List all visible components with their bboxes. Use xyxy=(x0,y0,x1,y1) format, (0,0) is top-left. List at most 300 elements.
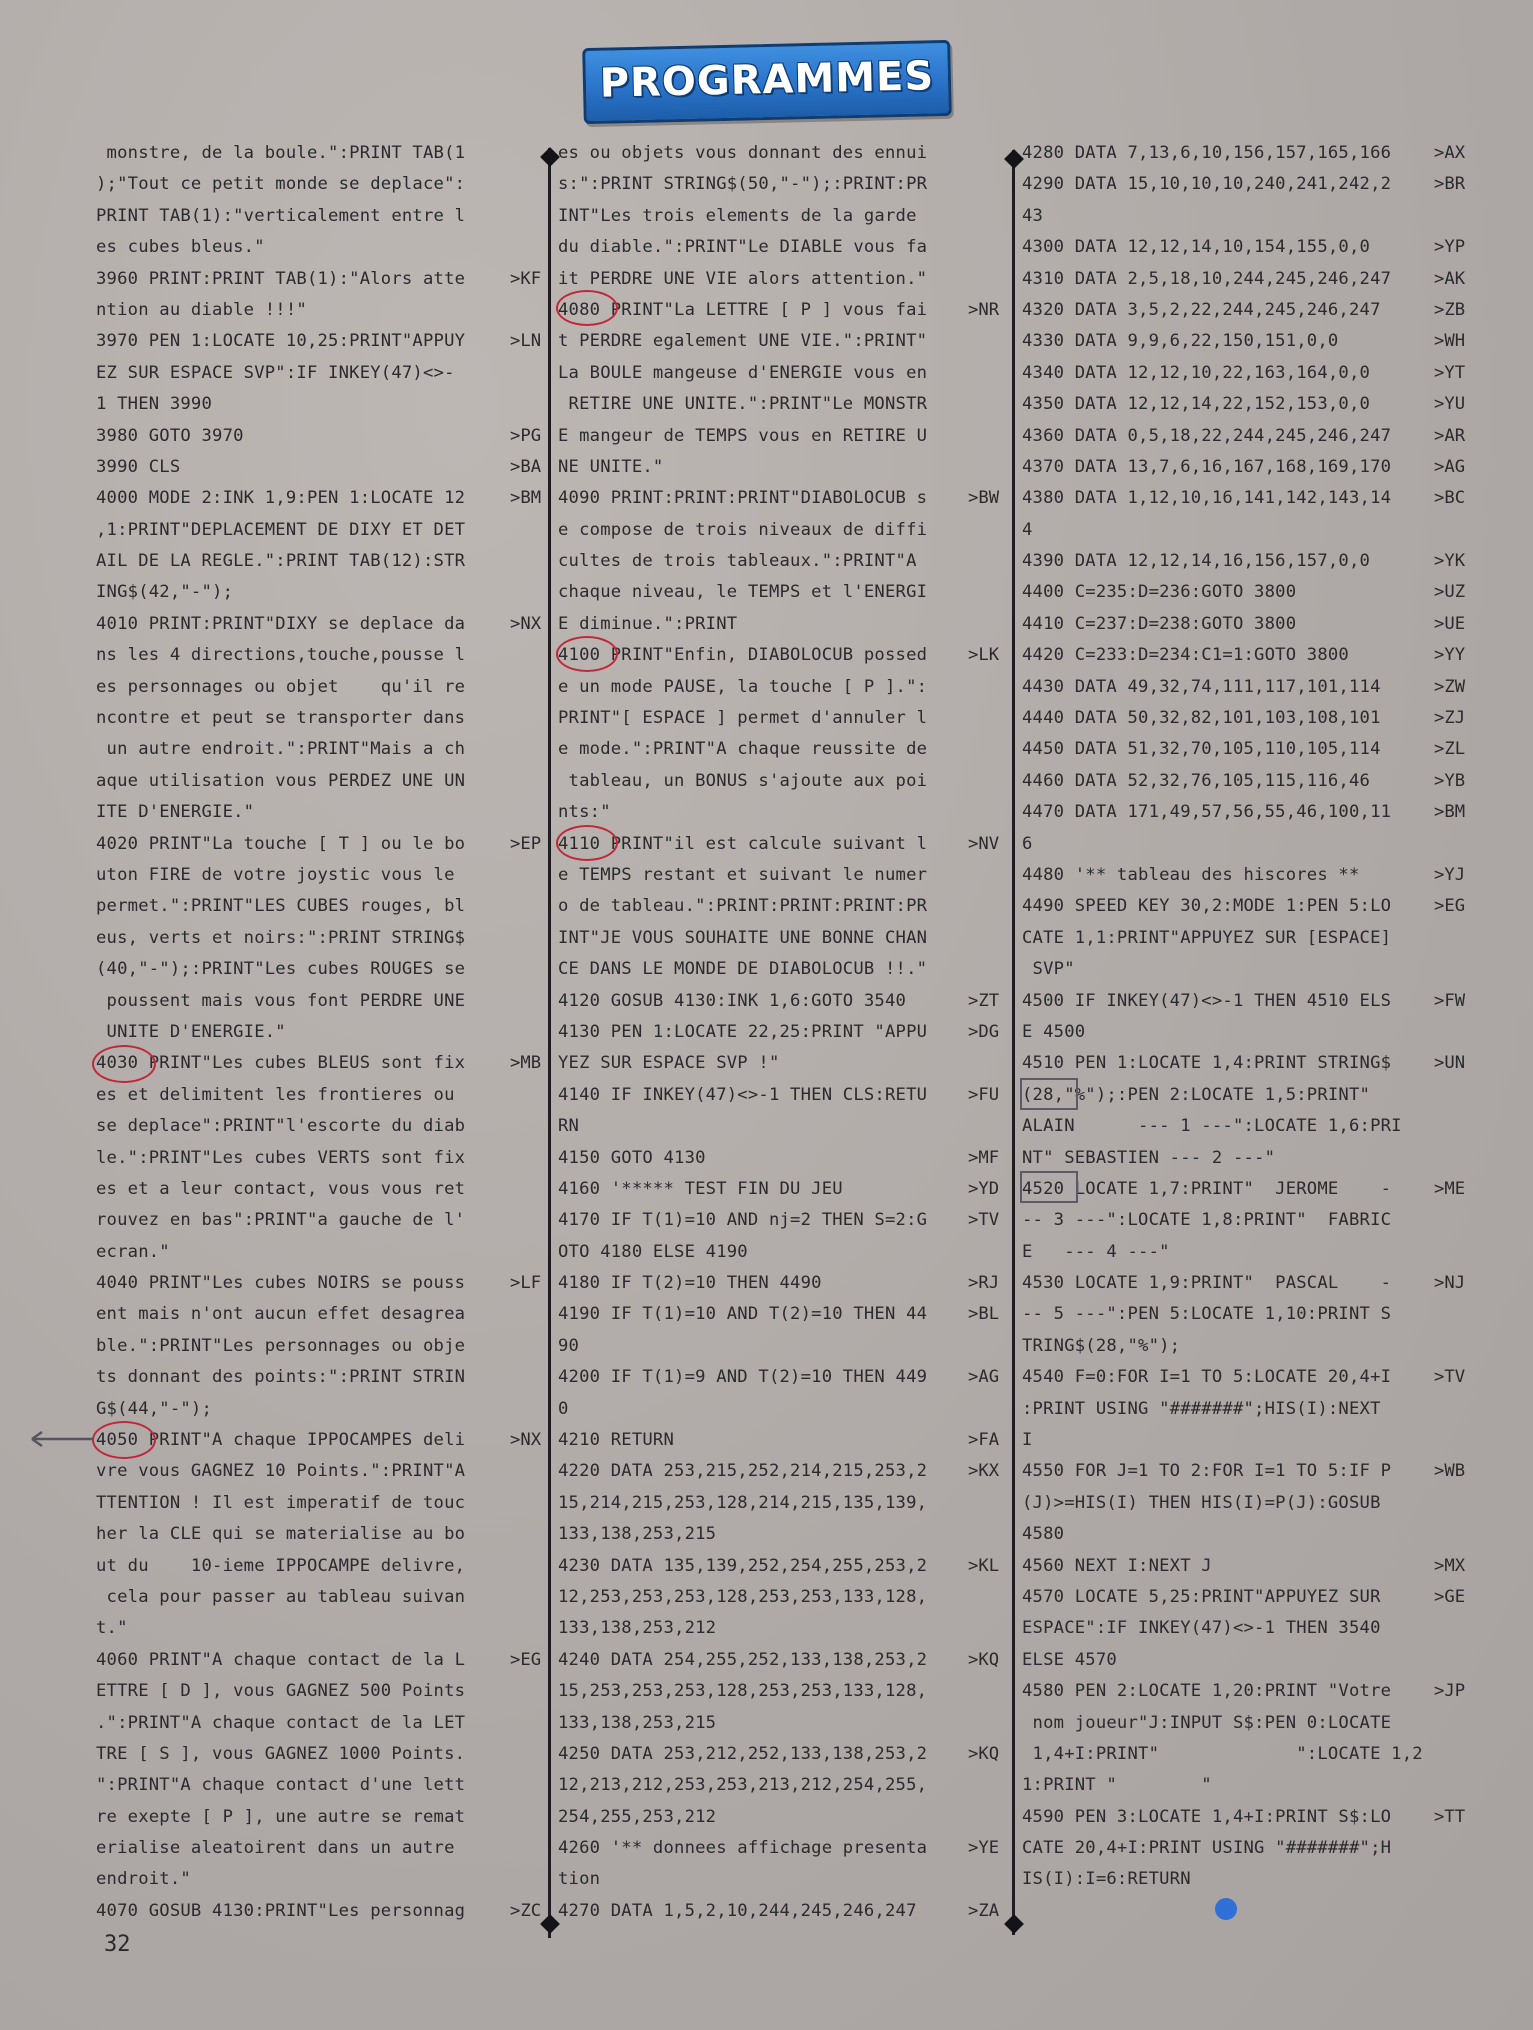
code-line xyxy=(558,1551,1000,1582)
code-line-text: 4100 PRINT"Enfin, DIABOLOCUB possed xyxy=(558,645,928,666)
line-checksum: >NJ xyxy=(1434,1273,1466,1294)
code-line-text: (40,"-");:PRINT"Les cubes ROUGES se xyxy=(96,959,466,980)
code-line xyxy=(1022,1582,1466,1613)
code-line xyxy=(558,515,966,546)
code-line xyxy=(96,1833,508,1864)
line-checksum: >MB xyxy=(510,1053,542,1074)
code-line-text: poussent mais vous font PERDRE UNE xyxy=(96,990,466,1011)
code-line-text: 4340 DATA 12,12,10,22,163,164,0,0 xyxy=(1022,362,1371,383)
code-line xyxy=(558,1833,1000,1864)
line-checksum: >KX xyxy=(968,1461,1000,1482)
code-line xyxy=(96,1362,508,1393)
pencil-circle-icon xyxy=(556,636,618,672)
code-line xyxy=(96,1519,508,1550)
code-line-text: TRE [ S ], vous GAGNEZ 1000 Points. xyxy=(96,1743,466,1764)
code-line-text: tion xyxy=(558,1869,601,1890)
code-line-text: ts donnant des points:":PRINT STRIN xyxy=(96,1367,466,1388)
code-line xyxy=(1022,797,1466,828)
code-line-text: nom joueur"J:INPUT S$:PEN 0:LOCATE xyxy=(1022,1712,1392,1733)
code-line xyxy=(1022,609,1466,640)
code-line-text: AIL DE LA REGLE.":PRINT TAB(12):STR xyxy=(96,551,466,572)
code-line-text: NT" SEBASTIEN --- 2 ---" xyxy=(1022,1147,1276,1168)
code-line-text: 4020 PRINT"La touche [ T ] ou le bo xyxy=(96,833,466,854)
line-checksum: >KQ xyxy=(968,1743,1000,1764)
code-line-text: 4380 DATA 1,12,10,16,141,142,143,14 xyxy=(1022,488,1392,509)
code-line xyxy=(1022,1080,1436,1111)
code-line-text: 4330 DATA 9,9,6,22,150,151,0,0 xyxy=(1022,331,1339,352)
line-checksum: >YY xyxy=(1434,645,1466,666)
line-checksum: >TV xyxy=(968,1210,1000,1231)
code-line xyxy=(1022,201,1436,232)
code-line-text: E mangeur de TEMPS vous en RETIRE U xyxy=(558,425,928,446)
line-checksum: >FW xyxy=(1434,990,1466,1011)
code-line-text: 4510 PEN 1:LOCATE 1,4:PRINT STRING$ xyxy=(1022,1053,1392,1074)
code-line-text: o de tableau.":PRINT:PRINT:PRINT:PR xyxy=(558,896,928,917)
listing-column-3 xyxy=(1022,138,1466,1896)
code-line-text: ntion au diable !!!" xyxy=(96,299,307,320)
line-checksum: >LK xyxy=(968,645,1000,666)
code-line xyxy=(1022,295,1466,326)
line-checksum: >WB xyxy=(1434,1461,1466,1482)
pencil-arrow-icon xyxy=(26,1430,96,1448)
code-line xyxy=(96,891,508,922)
code-line-text: 4240 DATA 254,255,252,133,138,253,2 xyxy=(558,1649,928,1670)
code-line xyxy=(96,358,508,389)
line-checksum: >YP xyxy=(1434,237,1466,258)
code-line-text: eus, verts et noirs:":PRINT STRING$ xyxy=(96,927,466,948)
code-line-text: 4280 DATA 7,13,6,10,156,157,165,166 xyxy=(1022,143,1392,163)
code-line-text: ING$(42,"-"); xyxy=(96,582,234,603)
code-line xyxy=(96,326,542,357)
code-line-text: 4260 '** donnees affichage presenta xyxy=(558,1838,928,1859)
code-line-text: ut du 10-ieme IPPOCAMPE delivre, xyxy=(96,1555,466,1576)
line-checksum: >MF xyxy=(968,1147,1000,1168)
code-line-text: ent mais n'ont aucun effet desagrea xyxy=(96,1304,466,1325)
code-line xyxy=(1022,1613,1436,1644)
code-line xyxy=(1022,1331,1436,1362)
code-line-text: 4270 DATA 1,5,2,10,244,245,246,247 xyxy=(558,1900,917,1921)
code-line xyxy=(558,1331,966,1362)
code-line-text: 4290 DATA 15,10,10,10,240,241,242,2 xyxy=(1022,174,1392,195)
line-checksum: >NR xyxy=(968,299,1000,320)
code-line-text: 4320 DATA 3,5,2,22,244,245,246,247 xyxy=(1022,299,1381,320)
code-line xyxy=(558,1425,1000,1456)
line-checksum: >BW xyxy=(968,488,1000,509)
code-line xyxy=(96,1551,508,1582)
code-line xyxy=(96,1708,508,1739)
code-line-text: 4120 GOSUB 4130:INK 1,6:GOTO 3540 xyxy=(558,990,907,1011)
code-line-text: 3990 CLS xyxy=(96,456,181,477)
code-line xyxy=(558,1394,966,1425)
code-line-text: 4540 F=0:FOR I=1 TO 5:LOCATE 20,4+I xyxy=(1022,1367,1392,1388)
code-line-text: it PERDRE UNE VIE alors attention." xyxy=(558,268,928,289)
code-line xyxy=(558,1048,966,1079)
code-line xyxy=(96,1394,508,1425)
line-checksum: >ZW xyxy=(1434,676,1466,697)
code-line-text: 4010 PRINT:PRINT"DIXY se deplace da xyxy=(96,613,466,634)
code-line xyxy=(96,609,542,640)
code-line xyxy=(1022,1048,1466,1079)
line-checksum: >BR xyxy=(1434,174,1466,195)
code-line xyxy=(558,201,966,232)
line-checksum: >AR xyxy=(1434,425,1466,446)
code-line-text: 133,138,253,212 xyxy=(558,1618,717,1639)
code-line xyxy=(96,797,508,828)
code-line-text: RETIRE UNE UNITE.":PRINT"Le MONSTR xyxy=(558,394,928,415)
line-checksum: >NV xyxy=(968,833,1000,854)
code-line-text: ETTRE [ D ], vous GAGNEZ 500 Points xyxy=(96,1681,466,1702)
code-line xyxy=(558,1708,966,1739)
code-line xyxy=(96,169,508,200)
code-line-text: CATE 1,1:PRINT"APPUYEZ SUR [ESPACE] xyxy=(1022,927,1392,948)
code-line xyxy=(96,923,508,954)
code-line-text: 90 xyxy=(558,1335,580,1356)
code-line xyxy=(1022,1111,1436,1142)
code-line xyxy=(1022,421,1466,452)
code-line-text: PRINT"[ ESPACE ] permet d'annuler l xyxy=(558,708,928,729)
code-line xyxy=(558,1770,966,1801)
line-checksum: >BM xyxy=(1434,802,1466,823)
code-line xyxy=(558,421,966,452)
pencil-circle-icon xyxy=(92,1045,156,1083)
code-line-text: 1,4+I:PRINT" ":LOCATE 1,2 xyxy=(1022,1743,1423,1764)
code-line xyxy=(558,1111,966,1142)
code-line xyxy=(558,1237,966,1268)
code-line-text: 3980 GOTO 3970 xyxy=(96,425,244,446)
code-line xyxy=(558,1582,966,1613)
code-line xyxy=(1022,169,1466,200)
code-line xyxy=(558,923,966,954)
code-line-text: 4040 PRINT"Les cubes NOIRS se pouss xyxy=(96,1273,466,1294)
code-line-text: 4480 '** tableau des hiscores ** xyxy=(1022,864,1360,885)
code-line-text: 4420 C=233:D=234:C1=1:GOTO 3800 xyxy=(1022,645,1349,666)
code-line xyxy=(1022,389,1466,420)
code-line xyxy=(1022,515,1436,546)
code-line xyxy=(96,766,508,797)
code-line xyxy=(1022,577,1466,608)
code-line-text: endroit." xyxy=(96,1869,191,1890)
code-line xyxy=(1022,1676,1466,1707)
code-line xyxy=(1022,326,1466,357)
line-checksum: >LF xyxy=(510,1273,542,1294)
code-line-text: cultes de trois tableaux.":PRINT"A xyxy=(558,551,917,572)
code-line-text: 1 THEN 3990 xyxy=(96,394,213,415)
code-line-text: es et a leur contact, vous vous ret xyxy=(96,1178,466,1199)
code-line-text: rouvez en bas":PRINT"a gauche de l' xyxy=(96,1210,466,1231)
line-checksum: >EP xyxy=(510,833,542,854)
code-line-text: 4550 FOR J=1 TO 2:FOR I=1 TO 5:IF P xyxy=(1022,1461,1392,1482)
code-line xyxy=(1022,954,1436,985)
code-line xyxy=(558,1143,1000,1174)
code-line xyxy=(96,1331,508,1362)
code-line xyxy=(558,954,966,985)
code-line-text: es ou objets vous donnant des ennui xyxy=(558,143,928,163)
code-line xyxy=(1022,1864,1436,1895)
code-line-text: ALAIN --- 1 ---":LOCATE 1,6:PRI xyxy=(1022,1116,1402,1137)
code-line xyxy=(558,452,966,483)
code-line xyxy=(558,891,966,922)
code-line xyxy=(558,734,966,765)
code-line xyxy=(558,1456,1000,1487)
code-line xyxy=(96,483,542,514)
code-line-text: G$(44,"-"); xyxy=(96,1398,213,1419)
code-line-text: ELSE 4570 xyxy=(1022,1649,1117,1670)
code-line-text: tableau, un BONUS s'ajoute aux poi xyxy=(558,770,928,791)
code-line-text: vre vous GAGNEZ 10 Points.":PRINT"A xyxy=(96,1461,466,1482)
line-checksum: >AK xyxy=(1434,268,1466,289)
code-line xyxy=(96,1770,508,1801)
line-checksum: >AX xyxy=(1434,143,1466,163)
code-line xyxy=(558,389,966,420)
code-line-text: 4230 DATA 135,139,252,254,255,253,2 xyxy=(558,1555,928,1576)
code-line-text: ITE D'ENERGIE." xyxy=(96,802,255,823)
line-checksum: >KQ xyxy=(968,1649,1000,1670)
divider-diamond-icon xyxy=(1004,149,1024,169)
code-line-text: 4220 DATA 253,215,252,214,215,253,2 xyxy=(558,1461,928,1482)
code-line-text: ":PRINT"A chaque contact d'une lett xyxy=(96,1775,466,1796)
code-line xyxy=(1022,1551,1466,1582)
code-line xyxy=(96,577,508,608)
line-checksum: >YU xyxy=(1434,394,1466,415)
line-checksum: >RJ xyxy=(968,1273,1000,1294)
divider-diamond-icon xyxy=(1004,1914,1024,1934)
code-line xyxy=(1022,483,1466,514)
line-checksum: >TV xyxy=(1434,1367,1466,1388)
code-line-text: 4370 DATA 13,7,6,16,167,168,169,170 xyxy=(1022,456,1392,477)
code-line-text: 4440 DATA 50,32,82,101,103,108,101 xyxy=(1022,708,1381,729)
code-line xyxy=(558,232,966,263)
code-line-text: 4300 DATA 12,12,14,10,154,155,0,0 xyxy=(1022,237,1371,258)
code-line-text: 3960 PRINT:PRINT TAB(1):"Alors atte xyxy=(96,268,466,289)
line-checksum: >YJ xyxy=(1434,864,1466,885)
code-line xyxy=(558,326,966,357)
code-line xyxy=(96,1613,508,1644)
code-line xyxy=(96,138,508,169)
code-line xyxy=(1022,986,1466,1017)
code-line xyxy=(558,1174,1000,1205)
code-line-text: aque utilisation vous PERDEZ UNE UN xyxy=(96,770,466,791)
code-line xyxy=(96,1143,508,1174)
code-line-text: un autre endroit.":PRINT"Mais a ch xyxy=(96,739,466,760)
line-checksum: >DG xyxy=(968,1021,1000,1042)
code-line xyxy=(1022,452,1466,483)
code-line xyxy=(96,1299,508,1330)
code-line xyxy=(96,1425,542,1456)
code-line xyxy=(96,1174,508,1205)
code-line-text: le.":PRINT"Les cubes VERTS sont fix xyxy=(96,1147,466,1168)
code-line xyxy=(1022,891,1466,922)
code-line xyxy=(558,797,966,828)
code-line xyxy=(96,1896,542,1927)
code-line-text: 4400 C=235:D=236:GOTO 3800 xyxy=(1022,582,1297,603)
code-line-text: 4580 xyxy=(1022,1524,1065,1545)
code-line xyxy=(96,672,508,703)
code-line-text: 4190 IF T(1)=10 AND T(2)=10 THEN 44 xyxy=(558,1304,928,1325)
code-line xyxy=(1022,1237,1436,1268)
code-line-text: erialise aleatoirent dans un autre xyxy=(96,1838,455,1859)
code-line xyxy=(1022,734,1466,765)
line-checksum: >ME xyxy=(1434,1178,1466,1199)
line-checksum: >UN xyxy=(1434,1053,1466,1074)
code-line xyxy=(558,295,1000,326)
code-line-text: nts:" xyxy=(558,802,611,823)
code-line-text: 4000 MODE 2:INK 1,9:PEN 1:LOCATE 12 xyxy=(96,488,466,509)
code-line xyxy=(1022,1802,1466,1833)
code-line-text: ecran." xyxy=(96,1241,170,1262)
code-line-text: 254,255,253,212 xyxy=(558,1806,717,1827)
code-line xyxy=(96,1739,508,1770)
code-line-text: 4110 PRINT"il est calcule suivant l xyxy=(558,833,928,854)
code-line xyxy=(558,1488,966,1519)
code-line xyxy=(1022,1017,1436,1048)
code-line-text: 133,138,253,215 xyxy=(558,1524,717,1545)
code-line-text: 4130 PEN 1:LOCATE 22,25:PRINT "APPU xyxy=(558,1021,928,1042)
line-checksum: >UZ xyxy=(1434,582,1466,603)
code-line xyxy=(96,1048,542,1079)
code-line-text: es personnages ou objet qu'il re xyxy=(96,676,466,697)
divider-diamond-icon xyxy=(540,1914,560,1934)
code-line-text: E 4500 xyxy=(1022,1021,1086,1042)
line-checksum: >ZL xyxy=(1434,739,1466,760)
code-line xyxy=(96,452,542,483)
code-line xyxy=(1022,138,1466,169)
code-line xyxy=(558,1268,1000,1299)
code-line xyxy=(558,1613,966,1644)
code-line-text: 12,253,253,253,128,253,253,133,128, xyxy=(558,1586,928,1607)
code-line-text: 4580 PEN 2:LOCATE 1,20:PRINT "Votre xyxy=(1022,1681,1392,1702)
pencil-circle-icon xyxy=(556,290,618,326)
code-line-text: 1:PRINT " " xyxy=(1022,1775,1212,1796)
code-line xyxy=(96,1268,542,1299)
code-line xyxy=(96,640,508,671)
code-line-text: SVP" xyxy=(1022,959,1075,980)
line-checksum: >UE xyxy=(1434,613,1466,634)
code-line-text: (28,"%");:PEN 2:LOCATE 1,5:PRINT" xyxy=(1022,1084,1371,1105)
line-checksum: >AG xyxy=(968,1367,1000,1388)
line-checksum: >BC xyxy=(1434,488,1466,509)
code-line xyxy=(96,201,508,232)
line-checksum: >GE xyxy=(1434,1586,1466,1607)
code-line-text: CATE 20,4+I:PRINT USING "#######";H xyxy=(1022,1838,1392,1859)
code-line xyxy=(558,1362,1000,1393)
code-line-text: 4090 PRINT:PRINT:PRINT"DIABOLOCUB s xyxy=(558,488,928,509)
code-line-text: :PRINT USING "#######";HIS(I):NEXT xyxy=(1022,1398,1381,1419)
code-line-text: e mode.":PRINT"A chaque reussite de xyxy=(558,739,928,760)
code-line xyxy=(558,1645,1000,1676)
code-line-text: 4410 C=237:D=238:GOTO 3800 xyxy=(1022,613,1297,634)
code-line-text: 4500 IF INKEY(47)<>-1 THEN 4510 ELS xyxy=(1022,990,1392,1011)
line-checksum: >ZT xyxy=(968,990,1000,1011)
line-checksum: >YK xyxy=(1434,551,1466,572)
code-line-text: 15,253,253,253,128,253,253,133,128, xyxy=(558,1681,928,1702)
line-checksum: >BL xyxy=(968,1304,1000,1325)
code-line xyxy=(1022,1833,1436,1864)
code-line-text: 4080 PRINT"La LETTRE [ P ] vous fai xyxy=(558,299,928,320)
code-line xyxy=(558,1802,966,1833)
code-line xyxy=(96,1802,508,1833)
code-line-text: 4590 PEN 3:LOCATE 1,4+I:PRINT S$:LO xyxy=(1022,1806,1392,1827)
code-line xyxy=(96,421,542,452)
code-line xyxy=(558,358,966,389)
code-line-text: 4520 LOCATE 1,7:PRINT" JEROME - xyxy=(1022,1178,1392,1199)
code-line-text: INT"Les trois elements de la garde xyxy=(558,205,917,226)
code-line-text: TRING$(28,"%"); xyxy=(1022,1335,1181,1356)
code-line xyxy=(558,672,966,703)
code-line-text: chaque niveau, le TEMPS et l'ENERGI xyxy=(558,582,928,603)
code-line xyxy=(96,1205,508,1236)
code-line-text: );"Tout ce petit monde se deplace": xyxy=(96,174,466,195)
code-line-text: 4470 DATA 171,49,57,56,55,46,100,11 xyxy=(1022,802,1392,823)
code-line xyxy=(1022,264,1466,295)
code-line xyxy=(1022,1739,1436,1770)
code-line-text: UNITE D'ENERGIE." xyxy=(96,1021,286,1042)
line-checksum: >KF xyxy=(510,268,542,289)
code-line xyxy=(1022,1488,1436,1519)
section-banner xyxy=(582,40,952,124)
code-line-text: 4060 PRINT"A chaque contact de la L xyxy=(96,1649,466,1670)
code-line-text: 4140 IF INKEY(47)<>-1 THEN CLS:RETU xyxy=(558,1084,928,1105)
code-line xyxy=(1022,1645,1436,1676)
code-line xyxy=(96,986,508,1017)
code-line-text: 4530 LOCATE 1,9:PRINT" PASCAL - xyxy=(1022,1273,1392,1294)
code-line xyxy=(96,515,508,546)
code-line xyxy=(1022,1456,1466,1487)
code-line xyxy=(558,609,966,640)
code-line xyxy=(1022,1425,1436,1456)
line-checksum: >WH xyxy=(1434,331,1466,352)
code-line-text: ble.":PRINT"Les personnages ou obje xyxy=(96,1335,466,1356)
code-line-text: EZ SUR ESPACE SVP":IF INKEY(47)<>- xyxy=(96,362,455,383)
code-line xyxy=(1022,1519,1436,1550)
line-checksum: >JP xyxy=(1434,1681,1466,1702)
code-line xyxy=(96,829,542,860)
code-line-text: 4200 IF T(1)=9 AND T(2)=10 THEN 449 xyxy=(558,1367,928,1388)
line-checksum: >NX xyxy=(510,1430,542,1451)
code-line-text: monstre, de la boule.":PRINT TAB(1 xyxy=(96,143,466,163)
line-checksum: >MX xyxy=(1434,1555,1466,1576)
code-line-text: CE DANS LE MONDE DE DIABOLOCUB !!." xyxy=(558,959,928,980)
code-line-text: es cubes bleus." xyxy=(96,237,265,258)
code-line-text: 6 xyxy=(1022,833,1033,854)
code-line-text: 4250 DATA 253,212,252,133,138,253,2 xyxy=(558,1743,928,1764)
code-line xyxy=(96,1645,542,1676)
code-line-text: uton FIRE de votre joystic vous le xyxy=(96,864,455,885)
code-line-text: se deplace":PRINT"l'escorte du diab xyxy=(96,1116,466,1137)
code-line xyxy=(558,483,1000,514)
line-checksum: >BM xyxy=(510,488,542,509)
code-line xyxy=(96,1017,508,1048)
code-line xyxy=(558,860,966,891)
code-line-text: .":PRINT"A chaque contact de la LET xyxy=(96,1712,466,1733)
code-line xyxy=(1022,640,1466,671)
code-line xyxy=(1022,1299,1436,1330)
code-line-text: 12,213,212,253,253,213,212,254,255, xyxy=(558,1775,928,1796)
code-line xyxy=(558,1299,1000,1330)
code-line-text: 4430 DATA 49,32,74,111,117,101,114 xyxy=(1022,676,1381,697)
code-line-text: ns les 4 directions,touche,pousse l xyxy=(96,645,466,666)
column-divider-2 xyxy=(1012,150,1015,1935)
code-line-text: -- 5 ---":PEN 5:LOCATE 1,10:PRINT S xyxy=(1022,1304,1392,1325)
code-line xyxy=(1022,829,1436,860)
code-line xyxy=(96,954,508,985)
code-line xyxy=(558,264,966,295)
code-line-text: ncontre et peut se transporter dans xyxy=(96,708,466,729)
code-line-text: 4460 DATA 52,32,76,105,115,116,46 xyxy=(1022,770,1371,791)
code-line-text: 4150 GOTO 4130 xyxy=(558,1147,706,1168)
code-line-text: E diminue.":PRINT xyxy=(558,613,738,634)
code-line-text: her la CLE qui se materialise au bo xyxy=(96,1524,466,1545)
code-line xyxy=(96,546,508,577)
